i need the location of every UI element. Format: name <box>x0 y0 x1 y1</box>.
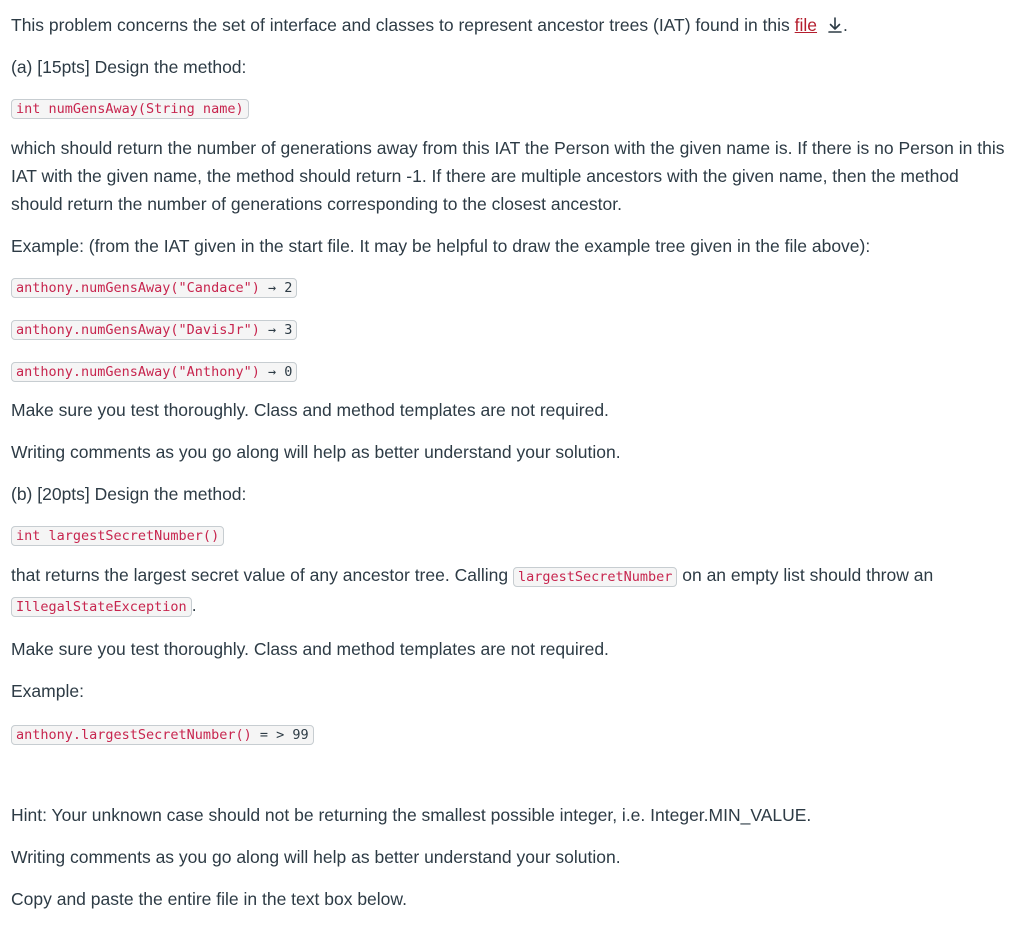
exception-period: . <box>191 595 197 615</box>
example-code-1: anthony.numGensAway("Candace") → 2 <box>11 278 297 298</box>
example-code-2: anthony.numGensAway("DavisJr") → 3 <box>11 320 297 340</box>
largest-secret-code: largestSecretNumber <box>513 567 677 587</box>
download-icon[interactable] <box>827 17 843 33</box>
intro-text: This problem concerns the set of interface and classes to represent ancestor trees (IAT) found in this <box>11 15 795 35</box>
part-b-paste-note: Copy and paste the entire file in the text box below. <box>11 889 407 909</box>
part-b-example-line <box>11 721 1010 745</box>
example-code-3: anthony.numGensAway("Anthony") → 0 <box>11 362 297 382</box>
file-link[interactable]: file <box>794 15 818 35</box>
part-b-example-label: Example: <box>11 681 84 701</box>
part-b-comment-note: Writing comments as you go along will help as better understand your solution. <box>11 847 621 867</box>
intro-paragraph <box>11 11 1010 39</box>
part-b-description <box>11 561 1010 621</box>
part-a-signature-line <box>11 95 1010 119</box>
part-a-example-intro: Example: (from the IAT given in the start file. It may be helpful to draw the example tree given in the file above): <box>11 236 871 256</box>
part-b-desc-before: that returns the largest secret value of any ancestor tree. Calling <box>11 565 513 585</box>
part-a-test-note: Make sure you test thoroughly. Class and method templates are not required. <box>11 400 609 420</box>
part-b-test-note: Make sure you test thoroughly. Class and method templates are not required. <box>11 639 609 659</box>
part-b-heading: (b) [20pts] Design the method: <box>11 484 247 504</box>
part-b-signature: int largestSecretNumber() <box>11 526 224 546</box>
part-b-hint: Hint: Your unknown case should not be returning the smallest possible integer, i.e. Integer.MIN_VALUE. <box>11 805 812 825</box>
part-a-signature: int numGensAway(String name) <box>11 99 249 119</box>
part-a-heading: (a) [15pts] Design the method: <box>11 57 247 77</box>
part-a-comment-note: Writing comments as you go along will help as better understand your solution. <box>11 442 621 462</box>
exception-code: IllegalStateException <box>11 597 192 617</box>
part-b-signature-line <box>11 522 1010 546</box>
example-line-3 <box>11 358 1010 382</box>
part-a-description: which should return the number of generations away from this IAT the Person with the given name is. If there is no Person in this IAT with the given name, the method should return -1. If there are multiple ancestors with the given name, then the method should return the number of generations corresponding to the closest ancestor. <box>11 138 1005 214</box>
part-b-example-code: anthony.largestSecretNumber() = > 99 <box>11 725 314 745</box>
intro-period: . <box>843 15 848 35</box>
example-line-2 <box>11 316 1010 340</box>
example-line-1 <box>11 274 1010 298</box>
problem-content <box>0 11 1024 913</box>
part-b-desc-after: on an empty list should throw an <box>677 565 934 585</box>
